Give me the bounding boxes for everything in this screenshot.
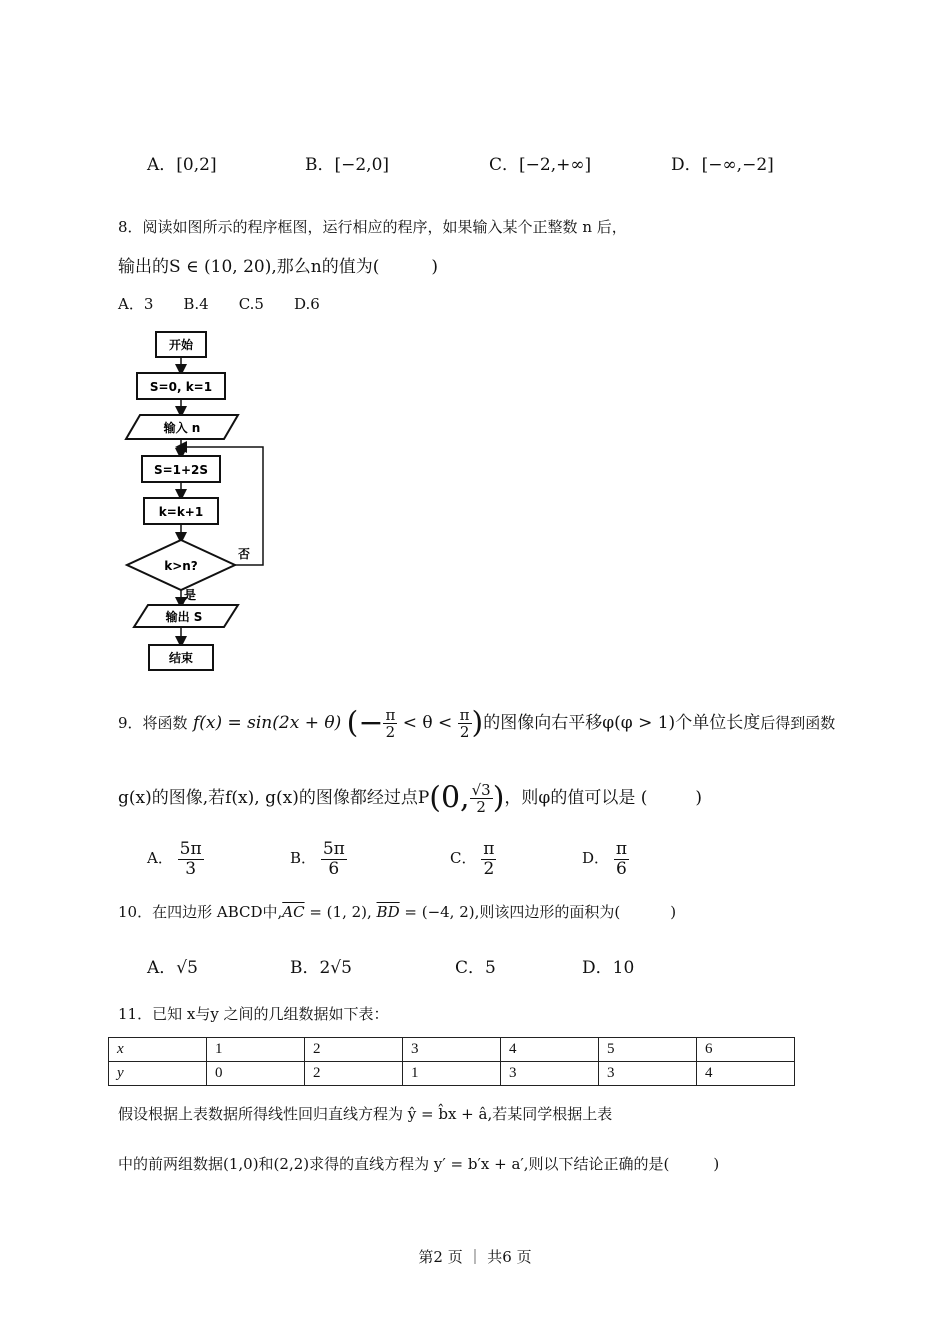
table-cell: 1 — [207, 1038, 305, 1062]
q11-data-table — [108, 1037, 795, 1086]
table-cell: 2 — [305, 1062, 403, 1086]
q9-suffix: 后得到函数 — [760, 714, 836, 732]
table-cell: 3 — [403, 1038, 501, 1062]
flow-yes-label: 是 — [184, 588, 197, 602]
table-cell: 3 — [501, 1062, 599, 1086]
table-cell: 0 — [207, 1062, 305, 1086]
q9-opt-b-num: 5π — [322, 839, 345, 859]
q9-func: f(x) = sin(2x + θ) — [192, 713, 342, 733]
q9-option-b — [290, 840, 347, 878]
q11-line3-b: ) — [713, 1155, 720, 1173]
table-cell: 1 — [403, 1062, 501, 1086]
q9-frac-den: 2 — [385, 723, 396, 741]
q9-line2-b: ，则φ的值可以是 ( — [504, 788, 648, 808]
q8-line2 — [118, 252, 438, 277]
q10-stem-e: = (−4, 2),则该四边形的面积为( — [399, 903, 621, 921]
q7-option-d: D．[−∞,−2] — [671, 155, 774, 175]
q8-line2-close: ) — [431, 257, 438, 277]
q9-frac-left — [383, 707, 397, 741]
table-row — [109, 1062, 795, 1086]
q8-options: A．3 B.4 C.5 D.6 — [118, 295, 320, 313]
q11-line2: 假设根据上表数据所得线性回归直线方程为 ŷ = b̂x + â,若某同学根据上表 — [118, 1105, 613, 1123]
flow-step1-text: S=1+2S — [153, 463, 209, 477]
table-cell: 4 — [501, 1038, 599, 1062]
q9-line2-a: g(x)的图像,若f(x), g(x)的图像都经过点P — [118, 788, 430, 808]
q9-opt-b-frac — [321, 840, 347, 878]
q11-stem: 11．已知 x与y 之间的几组数据如下表： — [118, 1005, 389, 1023]
q10-option-c: C．5 — [455, 958, 496, 978]
table-cell: 6 — [697, 1038, 795, 1062]
q9-option-c — [450, 840, 496, 878]
table-cell: 5 — [599, 1038, 697, 1062]
table-cell: y — [109, 1062, 207, 1086]
q10-stem-a: 10．在四边形 ABCD中, — [118, 903, 283, 921]
q7-option-a: A．[0,2] — [147, 155, 217, 175]
q9-opt-d-den: 6 — [615, 858, 627, 879]
q9-opt-d-label: D． — [582, 849, 610, 868]
q10-stem-c: = (1, 2), — [304, 903, 377, 921]
q9-range-open: (− — [346, 705, 384, 741]
q9-frac-num: π — [459, 705, 470, 724]
q9-opt-a-num: 5π — [179, 839, 202, 859]
q9-opt-c-num: π — [483, 839, 495, 859]
q9-range-close: ) — [471, 705, 484, 741]
q10-option-b: B．2√5 — [290, 958, 352, 978]
q9-opt-d-num: π — [615, 839, 627, 859]
q11-line3 — [118, 1153, 719, 1174]
q9-opt-b-label: B． — [290, 849, 317, 868]
q9-opt-c-frac — [481, 840, 496, 878]
q9-opt-a-frac — [178, 840, 204, 878]
q9-sqrt3: √3 — [471, 780, 491, 799]
q10-vec-ac: $\overline{AC}$ — [282, 903, 305, 921]
q9-opt-c-label: C． — [450, 849, 477, 868]
table-cell: 4 — [697, 1062, 795, 1086]
q8-line2-text: 输出的S ∈ (10, 20),那么n的值为( — [118, 257, 380, 277]
flow-step2-text: k=k+1 — [158, 505, 204, 519]
table-row — [109, 1038, 795, 1062]
q10-option-a: A．√5 — [147, 958, 198, 978]
q9-point-close: ) — [492, 780, 505, 816]
q9-point-den: 2 — [476, 798, 486, 816]
q9-range-mid: < θ < — [402, 713, 453, 733]
flow-end-text: 结束 — [168, 651, 194, 665]
q7-option-c: C．[−2,+∞] — [489, 155, 592, 175]
q10-vec-bd: $\overline{BD}$ — [376, 903, 400, 921]
q8-line1: 8．阅读如图所示的程序框图，运行相应的程序，如果输入某个正整数 n 后， — [118, 218, 627, 236]
table-cell: 2 — [305, 1038, 403, 1062]
q9-point-frac — [470, 782, 493, 816]
flow-no-label: 否 — [238, 547, 251, 561]
q9-option-a — [147, 840, 204, 878]
q9-opt-a-den: 3 — [185, 858, 197, 879]
q11-line3-a: 中的前两组数据(1,0)和(2,2)求得的直线方程为 y′ = b′x + a′,则以下结论正确的是( — [118, 1155, 670, 1173]
q9-point-open: (0, — [429, 780, 470, 816]
page-footer: 第2 页 ｜ 共6 页 — [418, 1248, 532, 1266]
q9-frac-den: 2 — [459, 723, 470, 741]
table-cell: x — [109, 1038, 207, 1062]
q10-stem — [118, 901, 676, 922]
q9-prefix: 9．将函数 — [118, 714, 188, 732]
q9-opt-b-den: 6 — [328, 858, 340, 879]
q10-option-d: D．10 — [582, 958, 635, 978]
q9-line2 — [118, 775, 702, 822]
flow-start-text: 开始 — [168, 338, 194, 352]
q9-frac-right — [458, 707, 472, 741]
q9-mid: 的图像向右平移φ(φ > 1)个单位长度 — [483, 713, 761, 733]
flow-init-text: S=0, k=1 — [149, 380, 213, 394]
q9-opt-c-den: 2 — [483, 858, 495, 879]
table-cell: 3 — [599, 1062, 697, 1086]
q9-opt-d-frac — [614, 840, 629, 878]
q7-option-b: B．[−2,0] — [305, 155, 390, 175]
q10-stem-f: ) — [670, 903, 677, 921]
flow-cond-text: k>n? — [164, 559, 198, 573]
flow-output-text: 输出 S — [165, 610, 203, 624]
q9-opt-a-label: A． — [147, 849, 173, 868]
q9-option-d — [582, 840, 629, 878]
q9-line2-c: ) — [695, 788, 703, 808]
flow-input-text: 输入 n — [163, 421, 201, 435]
q9-frac-num: π — [385, 705, 396, 724]
flowchart — [120, 325, 280, 680]
q9-line1 — [118, 700, 835, 747]
